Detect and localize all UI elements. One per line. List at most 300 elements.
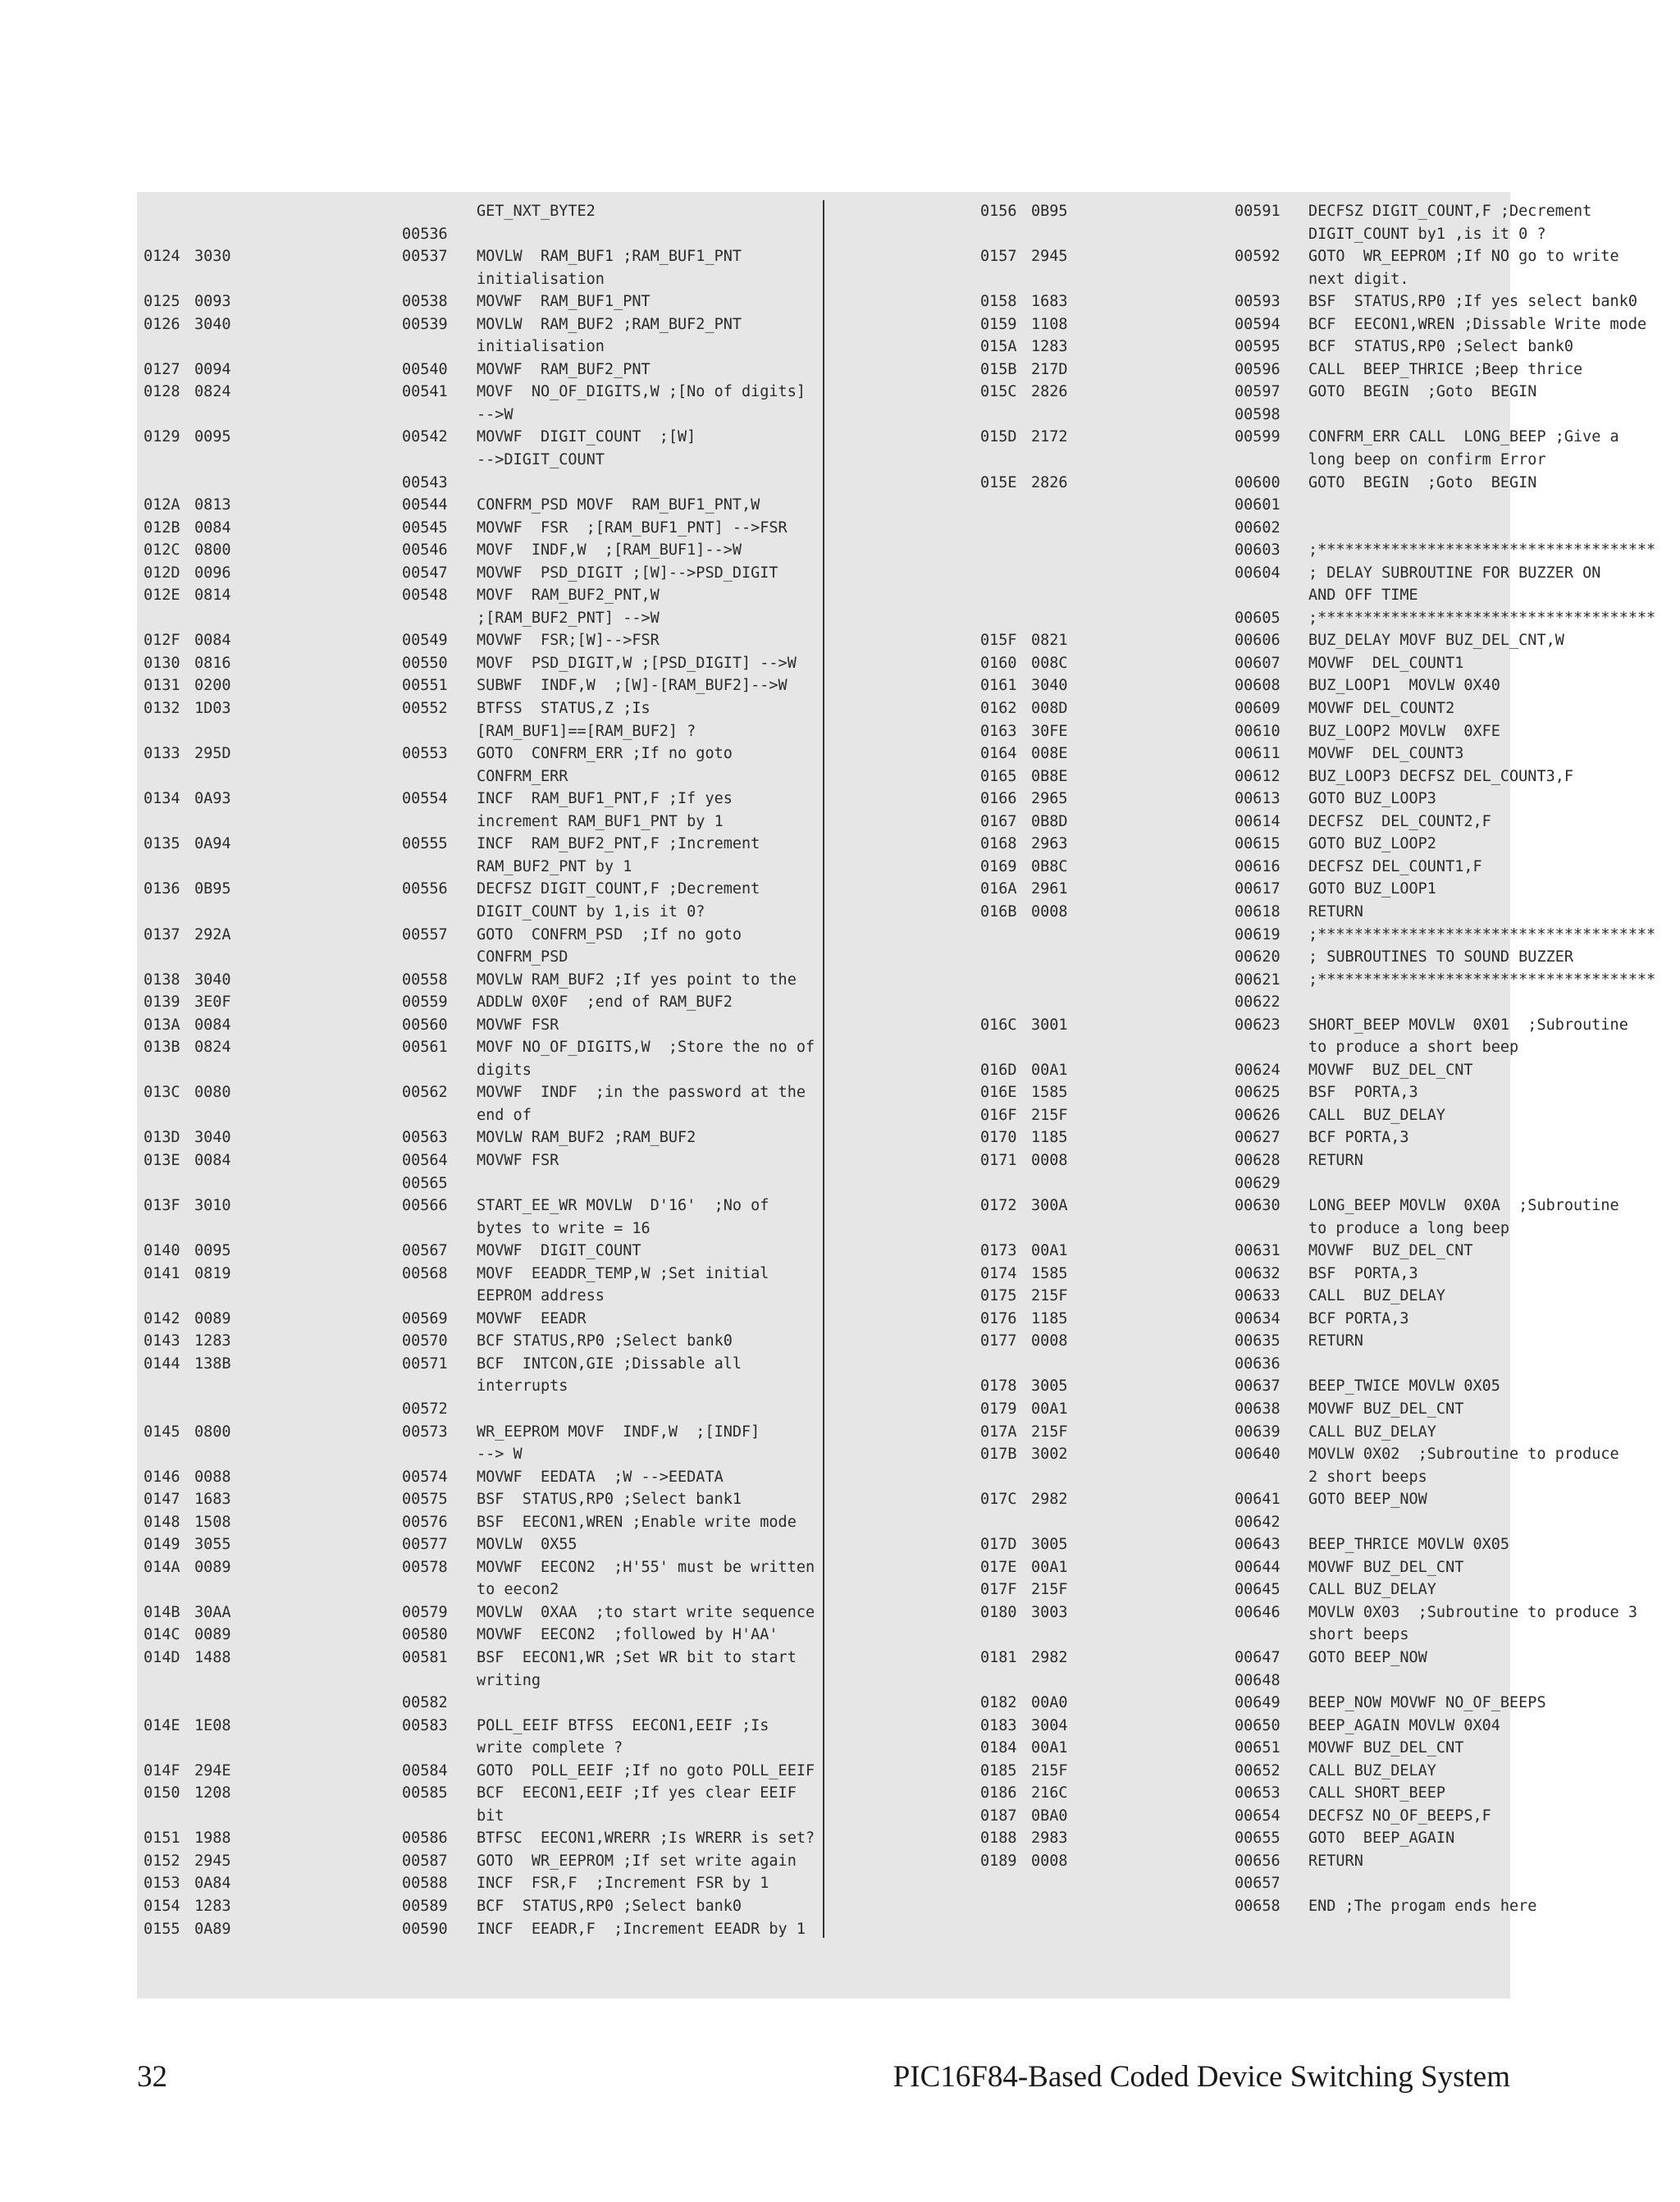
opcode: 215F [1031,1761,1068,1779]
opcode: 2963 [1031,835,1068,853]
code-line [137,1488,824,1511]
line-number: 00655 [1235,1830,1281,1848]
code-line [824,1126,1510,1149]
source-text: BCF INTCON,GIE ;Dissable all [477,1355,742,1373]
line-number: 00551 [402,677,448,695]
code-line [824,426,1619,449]
opcode: 1283 [194,1898,231,1916]
line-number: 00554 [402,790,448,808]
line-number: 00553 [402,745,448,763]
code-line [137,584,824,607]
code-line [137,1827,824,1850]
source-text: CONFRM_PSD MOVF RAM_BUF1_PNT,W [477,496,760,514]
line-number: 00593 [1235,293,1281,311]
opcode: 3030 [194,248,231,266]
line-number: 00580 [402,1626,448,1644]
source-text: BCF STATUS,RP0 ;Select bank0 [477,1332,733,1350]
line-number: 00540 [402,360,448,378]
source-text: GOTO BEEP_NOW [1308,1649,1427,1666]
opcode: 215F [1031,1581,1068,1599]
code-line [824,1782,1510,1805]
source-text: 2 short beeps [1308,1468,1427,1486]
opcode: 0089 [194,1309,231,1327]
code-line [137,1330,824,1353]
source-text: BCF STATUS,RP0 ;Select bank0 [477,1898,742,1916]
code-line [137,494,824,517]
source-text: MOVWF INDF ;in the password at the [477,1084,806,1102]
code-line [824,991,1510,1014]
opcode: 215F [1031,1106,1068,1124]
source-text: RETURN [1308,1852,1363,1870]
opcode: 0084 [194,632,231,650]
line-number: 00605 [1235,609,1281,627]
line-number: 00565 [402,1174,448,1192]
code-line [824,1149,1510,1172]
code-line [137,1805,824,1828]
source-text: MOVWF DIGIT_COUNT [477,1242,641,1260]
line-number: 00570 [402,1332,448,1350]
source-text: INCF FSR,F ;Increment FSR by 1 [477,1875,769,1893]
opcode: 00A1 [1031,1739,1068,1757]
source-text: ;************************************* [1308,609,1656,627]
line-number: 00657 [1235,1875,1281,1893]
code-line [137,629,824,652]
code-line [137,1285,824,1308]
opcode: 1D03 [194,700,231,718]
code-line [137,472,824,495]
address: 016A [980,880,1017,898]
opcode: 215F [1031,1287,1068,1305]
listing-left-column [137,200,824,1940]
line-number: 00556 [402,880,448,898]
code-line [137,1715,824,1738]
source-text: MOVLW RAM_BUF2 ;RAM_BUF2 [477,1129,696,1147]
code-line [824,1036,1519,1059]
source-text: RETURN [1308,1151,1363,1169]
code-line [137,517,824,540]
line-number: 00633 [1235,1287,1281,1305]
opcode: 1488 [194,1649,231,1666]
address: 0140 [144,1242,180,1260]
opcode: 2982 [1031,1649,1068,1666]
address: 0184 [980,1739,1017,1757]
code-line [137,1195,824,1217]
opcode: 292A [194,925,231,943]
source-text: BTFSS STATUS,Z ;Is [477,700,651,718]
source-text: to produce a short beep [1308,1039,1519,1057]
address: 013D [144,1129,180,1147]
code-line [137,788,824,811]
line-number: 00645 [1235,1581,1281,1599]
source-text: long beep on confirm Error [1308,451,1546,469]
code-line [137,674,824,697]
address: 0136 [144,880,180,898]
opcode: 0B95 [194,880,231,898]
source-text: GOTO WR_EEPROM ;If NO go to write [1308,248,1619,266]
address: 0160 [980,654,1017,672]
code-line [137,1850,824,1873]
address: 0154 [144,1898,180,1916]
code-line [137,1375,824,1398]
source-text: -->DIGIT_COUNT [477,451,605,469]
opcode: 1185 [1031,1309,1068,1327]
code-line [137,1104,824,1127]
code-line [824,765,1574,788]
address: 015C [980,383,1017,401]
source-text: RETURN [1308,1332,1363,1350]
line-number: 00586 [402,1830,448,1848]
source-text: BSF PORTA,3 [1308,1264,1418,1282]
opcode: 2982 [1031,1491,1068,1509]
line-number: 00630 [1235,1197,1281,1215]
opcode: 0816 [194,654,231,672]
source-text: INCF RAM_BUF1_PNT,F ;If yes [477,790,733,808]
address: 0145 [144,1423,180,1441]
opcode: 1208 [194,1784,231,1802]
code-line [137,1149,824,1172]
opcode: 0B8E [1031,767,1068,785]
code-line [824,584,1510,607]
line-number: 00552 [402,700,448,718]
address: 0137 [144,925,180,943]
source-text: interrupts [477,1377,568,1396]
address: 014B [144,1603,180,1621]
opcode: 0008 [1031,1151,1068,1169]
code-line [137,1782,824,1805]
source-text: MOVF NO_OF_DIGITS,W ;Store the no of [477,1039,815,1057]
address: 017B [980,1446,1017,1464]
line-number: 00607 [1235,654,1281,672]
source-text: BEEP_AGAIN MOVLW 0X04 [1308,1716,1500,1734]
code-line [137,969,824,992]
address: 0153 [144,1875,180,1893]
address: 0165 [980,767,1017,785]
source-text: CALL BUZ_DELAY [1308,1106,1446,1124]
opcode: 0B8D [1031,812,1068,830]
source-text: GOTO CONFRM_PSD ;If no goto [477,925,742,943]
source-text: digits [477,1061,532,1079]
address: 017E [980,1558,1017,1576]
line-number: 00628 [1235,1151,1281,1169]
line-number: 00650 [1235,1716,1281,1734]
source-text: BEEP_THRICE MOVLW 0X05 [1308,1536,1510,1554]
code-line [824,1443,1619,1466]
address: 0126 [144,315,180,333]
opcode: 1683 [194,1491,231,1509]
code-line [137,811,824,834]
opcode: 2961 [1031,880,1068,898]
line-number: 00648 [1235,1671,1281,1689]
address: 016E [980,1084,1017,1102]
code-line [824,1578,1510,1601]
source-text: MOVLW 0X55 [477,1536,578,1554]
line-number: 00544 [402,496,448,514]
code-line [824,1670,1510,1693]
running-title: PIC16F84-Based Coded Device Switching System [892,2060,1510,2094]
code-line [824,1059,1510,1082]
code-line [824,1014,1628,1037]
source-text: CALL BUZ_DELAY [1308,1761,1436,1779]
code-line [824,1533,1510,1556]
code-line [824,856,1510,879]
opcode: 1185 [1031,1129,1068,1147]
opcode: 008D [1031,700,1068,718]
line-number: 00549 [402,632,448,650]
code-line [824,1308,1510,1331]
code-line [137,1466,824,1489]
code-line [824,359,1583,381]
source-text: BSF PORTA,3 [1308,1084,1418,1102]
source-text: MOVWF EECON2 ;followed by H'AA' [477,1626,778,1644]
address: 016F [980,1106,1017,1124]
address: 016B [980,902,1017,921]
code-line [137,946,824,969]
code-line [137,1014,824,1037]
code-line [824,1692,1546,1715]
opcode: 3004 [1031,1716,1068,1734]
opcode: 3001 [1031,1016,1068,1034]
address: 012B [144,519,180,537]
line-number: 00615 [1235,835,1281,853]
line-number: 00597 [1235,383,1281,401]
opcode: 0819 [194,1264,231,1282]
line-number: 00625 [1235,1084,1281,1102]
source-text: MOVWF DIGIT_COUNT ;[W] [477,428,696,446]
source-text: MOVWF FSR [477,1151,559,1169]
line-number: 00631 [1235,1242,1281,1260]
code-line [824,1511,1510,1534]
source-text: GOTO WR_EEPROM ;If set write again [477,1852,797,1870]
line-number: 00621 [1235,971,1281,989]
opcode: 0008 [1031,1852,1068,1870]
opcode: 0084 [194,1016,231,1034]
opcode: 2945 [1031,248,1068,266]
address: 015E [980,473,1017,491]
source-text: bytes to write = 16 [477,1219,651,1237]
line-number: 00613 [1235,790,1281,808]
code-line [137,991,824,1014]
address: 0162 [980,700,1017,718]
opcode: 0008 [1031,1332,1068,1350]
line-number: 00654 [1235,1807,1281,1825]
line-number: 00649 [1235,1694,1281,1712]
source-text: MOVWF FSR ;[RAM_BUF1_PNT] -->FSR [477,519,788,537]
code-line [137,245,824,268]
source-text: MOVLW 0X02 ;Subroutine to produce [1308,1446,1619,1464]
line-number: 00638 [1235,1400,1281,1418]
code-line [824,652,1510,675]
source-text: DIGIT_COUNT by1 ,is it 0 ? [1308,225,1546,243]
code-line [824,1398,1510,1421]
line-number: 00568 [402,1264,448,1282]
source-text: MOVWF DEL_COUNT2 [1308,700,1455,718]
line-number: 00567 [402,1242,448,1260]
line-number: 00635 [1235,1332,1281,1350]
source-text: CALL BUZ_DELAY [1308,1581,1436,1599]
opcode: 00A1 [1031,1061,1068,1079]
address: 017C [980,1491,1017,1509]
address: 0171 [980,1151,1017,1169]
code-line [824,1217,1510,1240]
line-number: 00583 [402,1716,448,1734]
code-line [824,720,1510,743]
line-number: 00555 [402,835,448,853]
source-text: BCF PORTA,3 [1308,1309,1409,1327]
line-number: 00627 [1235,1129,1281,1147]
line-number: 00658 [1235,1898,1281,1916]
line-number: 00585 [402,1784,448,1802]
line-number: 00606 [1235,632,1281,650]
address: 0147 [144,1491,180,1509]
line-number: 00641 [1235,1491,1281,1509]
address: 0178 [980,1377,1017,1396]
address: 0151 [144,1830,180,1848]
line-number: 00576 [402,1513,448,1531]
code-line [824,1466,1510,1489]
address: 017F [980,1581,1017,1599]
code-line [137,381,824,404]
address: 0181 [980,1649,1017,1666]
code-line [824,472,1537,495]
address: 014D [144,1649,180,1666]
line-number: 00582 [402,1694,448,1712]
address: 0142 [144,1309,180,1327]
line-number: 00601 [1235,496,1281,514]
code-line [137,1263,824,1286]
code-line [137,856,824,879]
line-number: 00644 [1235,1558,1281,1576]
line-number: 00537 [402,248,448,266]
code-line [137,1172,824,1195]
address: 0125 [144,293,180,311]
line-number: 00624 [1235,1061,1281,1079]
code-line [137,1760,824,1783]
source-text: BSF STATUS,RP0 ;Select bank1 [477,1491,742,1509]
line-number: 00545 [402,519,448,537]
code-line [137,1556,824,1579]
source-text: GOTO BUZ_LOOP3 [1308,790,1436,808]
address: 0176 [980,1309,1017,1327]
source-text: CALL BEEP_THRICE ;Beep thrice [1308,360,1583,378]
code-line [137,1872,824,1895]
code-line [137,1240,824,1263]
source-text: GET_NXT_BYTE2 [477,203,596,220]
line-number: 00632 [1235,1264,1281,1282]
opcode: 30AA [194,1603,231,1621]
source-text: end of [477,1106,532,1124]
address: 016D [980,1061,1017,1079]
opcode: 0A89 [194,1920,231,1938]
address: 0127 [144,360,180,378]
code-line [137,426,824,449]
address: 014E [144,1716,180,1734]
source-text: INCF RAM_BUF2_PNT,F ;Increment [477,835,760,853]
opcode: 295D [194,745,231,763]
opcode: 0080 [194,1084,231,1102]
address: 0146 [144,1468,180,1486]
source-text: initialisation [477,338,605,356]
source-text: BTFSC EECON1,WRERR ;Is WRERR is set? [477,1830,815,1848]
line-number: 00612 [1235,767,1281,785]
code-line [824,1081,1510,1104]
opcode: 3005 [1031,1536,1068,1554]
source-text: ;************************************* [1308,925,1656,943]
line-number: 00578 [402,1558,448,1576]
address: 014A [144,1558,180,1576]
code-line [824,1240,1510,1263]
source-text: SHORT_BEEP MOVLW 0X01 ;Subroutine [1308,1016,1628,1034]
code-line [824,336,1574,359]
opcode: 0821 [1031,632,1068,650]
address: 012A [144,496,180,514]
source-text: GOTO BEEP_NOW [1308,1491,1427,1509]
line-number: 00579 [402,1603,448,1621]
source-text: WR_EEPROM MOVF INDF,W ;[INDF] [477,1423,760,1441]
code-line [824,1760,1510,1783]
code-line [824,404,1510,427]
line-number: 00642 [1235,1513,1281,1531]
address: 016C [980,1016,1017,1034]
line-number: 00543 [402,473,448,491]
code-line [824,1172,1510,1195]
address: 0161 [980,677,1017,695]
address: 0134 [144,790,180,808]
line-number: 00609 [1235,700,1281,718]
code-line [824,607,1656,630]
line-number: 00620 [1235,948,1281,966]
source-text: ; DELAY SUBROUTINE FOR BUZZER ON [1308,564,1601,582]
opcode: 0A84 [194,1875,231,1893]
code-line [137,562,824,585]
line-number: 00592 [1235,248,1281,266]
address: 0172 [980,1197,1017,1215]
address: 0131 [144,677,180,695]
line-number: 00547 [402,564,448,582]
line-number: 00558 [402,971,448,989]
opcode: 0A94 [194,835,231,853]
code-line [824,1601,1637,1624]
line-number: 00643 [1235,1536,1281,1554]
source-text: short beeps [1308,1626,1409,1644]
source-text: ;************************************* [1308,971,1656,989]
source-text: MOVWF FSR;[W]-->FSR [477,632,660,650]
line-number: 00536 [402,225,448,243]
code-line [824,494,1510,517]
opcode: 294E [194,1761,231,1779]
source-text: GOTO BEGIN ;Goto BEGIN [1308,383,1537,401]
source-text: next digit. [1308,270,1409,288]
code-line [824,901,1510,924]
address: 0128 [144,383,180,401]
source-text: POLL_EEIF BTFSS EECON1,EEIF ;Is [477,1716,769,1734]
source-text: DECFSZ NO_OF_BEEPS,F [1308,1807,1491,1825]
opcode: 00A0 [1031,1694,1068,1712]
source-text: DECFSZ DIGIT_COUNT,F ;Decrement [477,880,760,898]
opcode: 008C [1031,654,1068,672]
source-text: to produce a long beep [1308,1219,1510,1237]
source-text: LONG_BEEP MOVLW 0X0A ;Subroutine [1308,1197,1619,1215]
address: 0167 [980,812,1017,830]
address: 0169 [980,857,1017,875]
opcode: 1683 [1031,293,1068,311]
source-text: BSF STATUS,RP0 ;If yes select bank0 [1308,293,1637,311]
source-text: BEEP_TWICE MOVLW 0X05 [1308,1377,1500,1396]
source-text: DIGIT_COUNT by 1,is it 0? [477,902,705,921]
address: 015D [980,428,1017,446]
code-line [824,223,1546,246]
line-number: 00564 [402,1151,448,1169]
opcode: 0813 [194,496,231,514]
